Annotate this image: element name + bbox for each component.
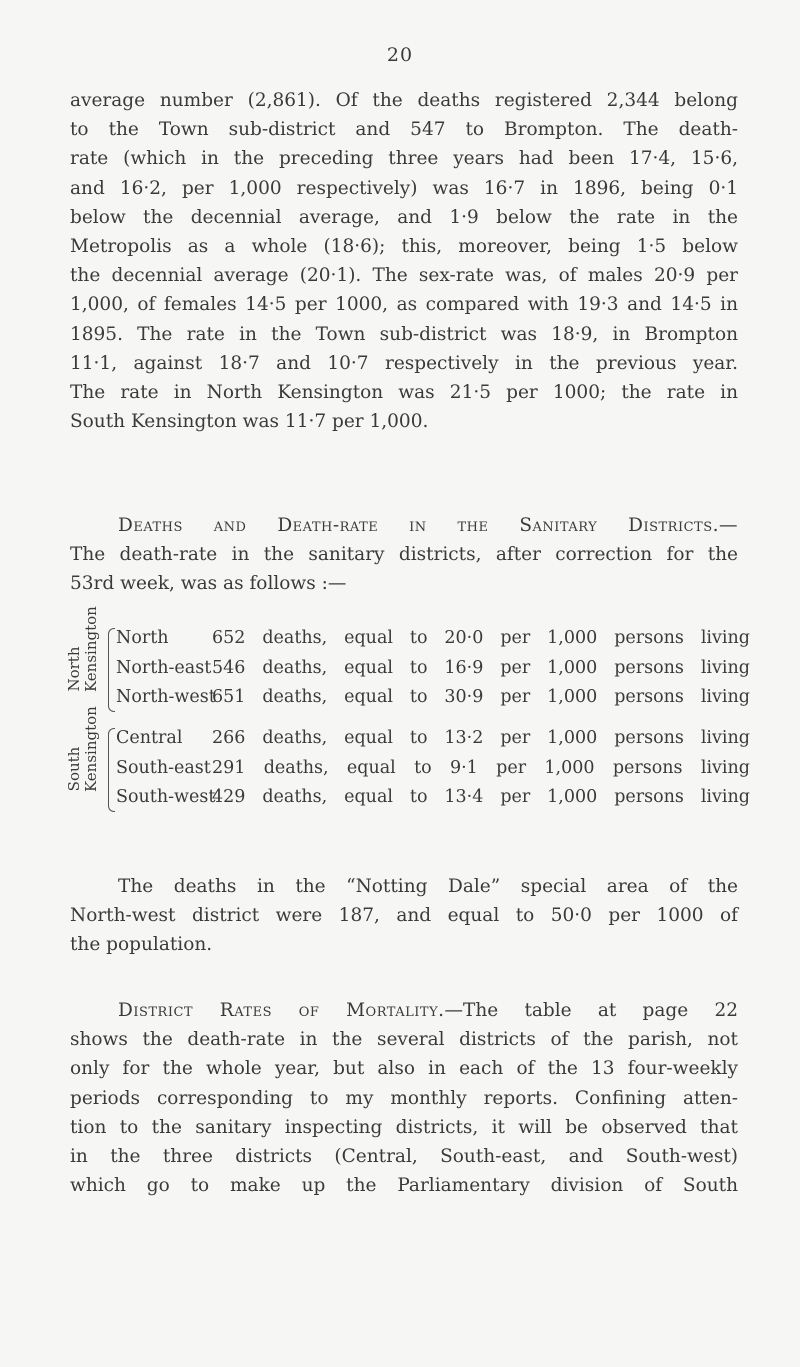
district-row: [116, 683, 750, 713]
district-rows: [116, 724, 750, 813]
text-line: the decennial average (20·1). The sex-rate was, of males 20·9 per: [70, 265, 738, 287]
text-line: periods corresponding to my monthly reports. Confining atten-: [70, 1087, 738, 1109]
text-line: North-west district were 187, and equal to 50·0 per 1000 of: [70, 905, 738, 927]
district-rates-section: [70, 996, 738, 1200]
text-line: only for the whole year, but also in each of the 13 four-weekly: [70, 1058, 738, 1080]
text-line: South Kensington was 11·7 per 1,000.: [70, 411, 429, 433]
group-label-line: South: [65, 746, 83, 792]
text-line: which go to make up the Parliamentary division of South: [70, 1175, 738, 1197]
group-label: [65, 706, 100, 792]
brace: [108, 728, 115, 812]
district-stat: 429 deaths, equal to 13·4 per 1,000 persons living: [212, 787, 750, 807]
district-row: [116, 624, 750, 654]
section-heading: District Rates of Mortality.: [118, 1000, 445, 1021]
notting-dale-paragraph: [70, 872, 738, 960]
text-line: [70, 511, 738, 540]
text-line: Metropolis as a whole (18·6); this, moreover, being 1·5 below: [70, 236, 738, 258]
text-line: The rate in North Kensington was 21·5 per 1000; the rate in: [70, 382, 738, 404]
text-line: tion to the sanitary inspecting districts, it will be observed that: [70, 1116, 738, 1138]
text-line: 53rd week, was as follows :—: [70, 573, 347, 595]
district-name: North: [116, 628, 169, 648]
district-row: [116, 754, 750, 784]
group-label: [65, 606, 100, 692]
district-stat: 291 deaths, equal to 9·1 per 1,000 persons living: [212, 757, 750, 778]
text-line: The death-rate in the sanitary districts, after correction for the: [70, 544, 738, 566]
text-line: in the three districts (Central, South-east, and South-west): [70, 1146, 738, 1168]
sanitary-districts-section: [70, 511, 738, 599]
text-line: and 16·2, per 1,000 respectively) was 16·7 in 1896, being 0·1: [70, 177, 738, 199]
district-stat: 651 deaths, equal to 30·9 per 1,000 persons living: [212, 687, 750, 707]
text-line: 1,000, of females 14·5 per 1000, as compared with 19·3 and 14·5 in: [70, 294, 738, 316]
district-row: [116, 724, 750, 754]
text-line: [70, 996, 738, 1025]
district-stat: 546 deaths, equal to 16·9 per 1,000 persons living: [212, 657, 750, 678]
text-line: rate (which in the preceding three years had been 17·4, 15·6,: [70, 148, 738, 170]
text-line: 11·1, against 18·7 and 10·7 respectively in the previous year.: [70, 352, 738, 374]
district-name: North-east: [116, 657, 212, 678]
district-name: Central: [116, 728, 183, 748]
text-line: The deaths in the “Notting Dale” special area of the: [118, 876, 738, 897]
district-name: South-east: [116, 757, 211, 778]
south-kensington-group: [60, 706, 750, 816]
page-number: 20: [386, 44, 414, 66]
district-name: North-west: [116, 687, 216, 707]
text-line: below the decennial average, and 1·9 below the rate in the: [70, 206, 738, 228]
district-stat: 266 deaths, equal to 13·2 per 1,000 persons living: [212, 728, 750, 748]
north-kensington-group: [60, 606, 750, 716]
district-stat: 652 deaths, equal to 20·0 per 1,000 persons living: [212, 628, 750, 648]
district-rows: [116, 624, 750, 713]
group-label-line: Kensington: [82, 606, 100, 692]
text-line: average number (2,861). Of the deaths registered 2,344 belong: [70, 90, 738, 111]
section-heading: Deaths and Death-rate in the Sanitary Districts.—: [118, 515, 738, 536]
text-line: shows the death-rate in the several districts of the parish, not: [70, 1029, 738, 1051]
district-row: [116, 654, 750, 684]
brace: [108, 628, 115, 712]
text-fragment: —The table at page 22: [444, 1000, 738, 1021]
group-label-line: North: [65, 646, 83, 692]
district-row: [116, 783, 750, 813]
district-name: South-west: [116, 787, 216, 807]
text-line: to the Town sub-district and 547 to Brompton. The death-: [70, 119, 738, 141]
text-line: the population.: [70, 934, 213, 956]
opening-paragraph: [70, 86, 738, 436]
text-line: 1895. The rate in the Town sub-district was 18·9, in Brompton: [70, 323, 738, 345]
group-label-line: Kensington: [82, 706, 100, 792]
